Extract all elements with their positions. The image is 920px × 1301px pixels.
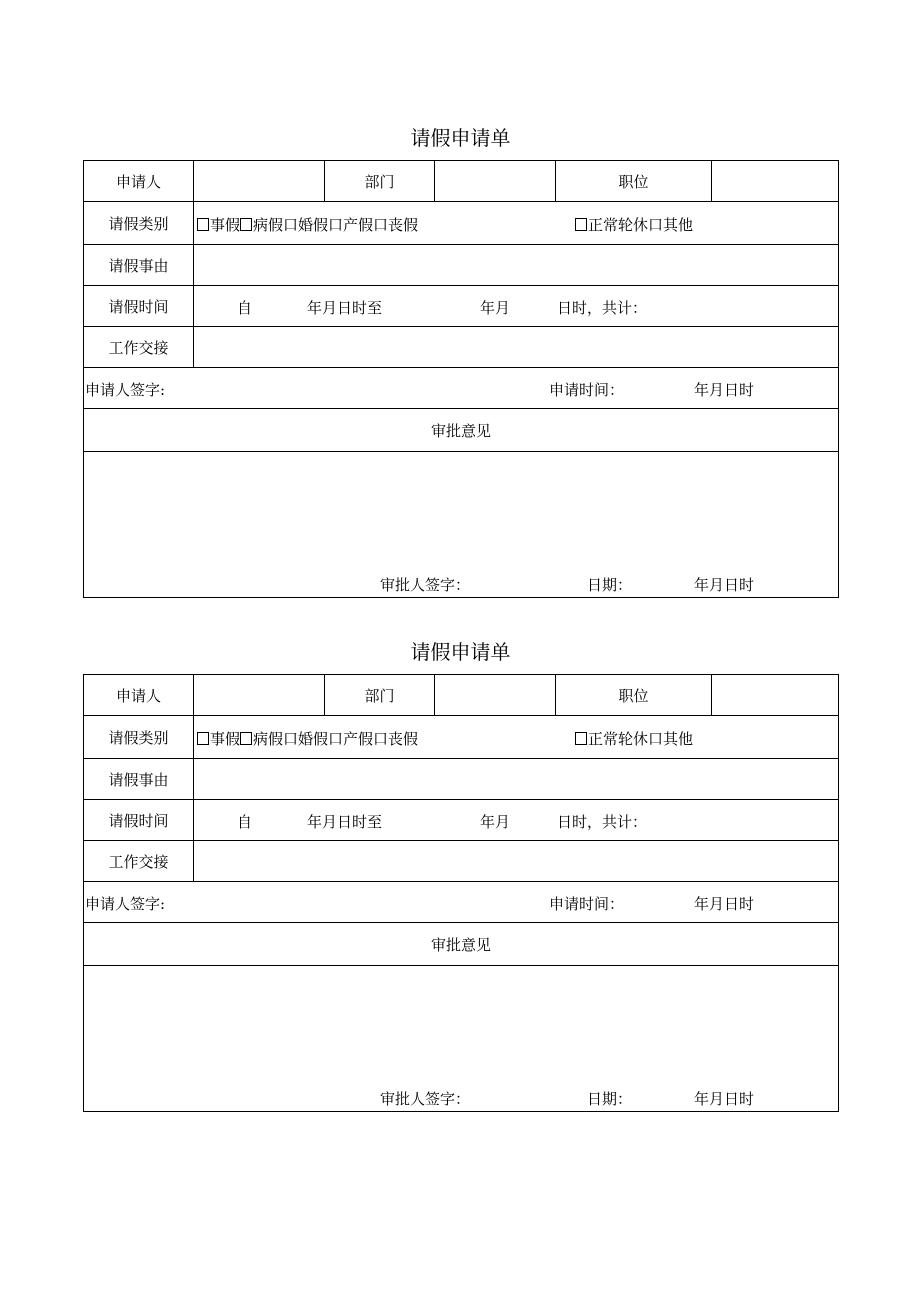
leave-type-label: 请假类别	[84, 716, 194, 759]
approval-header: 审批意见	[84, 923, 839, 966]
date-label: 日期：	[587, 576, 633, 594]
handover-field[interactable]	[194, 841, 839, 882]
time-label: 请假时间	[84, 286, 194, 327]
approver-sign-label: 审批人签字：	[380, 576, 471, 594]
leave-type-text: 病假口婚假口产假口丧假	[253, 730, 419, 748]
leave-form-1	[83, 122, 838, 598]
approval-area[interactable]	[84, 966, 839, 1112]
checkbox-icon[interactable]	[575, 732, 587, 745]
reason-label: 请假事由	[84, 759, 194, 800]
applicant-label: 申请人	[84, 161, 194, 202]
applicant-field[interactable]	[194, 675, 325, 716]
applicant-sign-row	[84, 882, 839, 923]
checkbox-icon[interactable]	[240, 732, 252, 745]
time-end: 日时，共计：	[557, 813, 648, 831]
handover-label: 工作交接	[84, 327, 194, 368]
checkbox-icon[interactable]	[197, 218, 209, 231]
reason-label: 请假事由	[84, 245, 194, 286]
applicant-sign-row	[84, 368, 839, 409]
date-value: 年月日时	[694, 576, 755, 594]
position-label: 职位	[556, 675, 712, 716]
dept-field[interactable]	[435, 161, 556, 202]
reason-field[interactable]	[194, 759, 839, 800]
time-mid: 年月日时至	[307, 299, 383, 317]
time-from: 自	[237, 299, 253, 317]
applicant-label: 申请人	[84, 675, 194, 716]
leave-type-group-2	[575, 728, 693, 749]
form-title: 请假申请单	[410, 126, 511, 150]
leave-type-text: 正常轮休口其他	[588, 730, 694, 748]
dept-label: 部门	[325, 161, 435, 202]
leave-type-group-1	[197, 214, 418, 235]
time-from: 自	[237, 813, 253, 831]
apply-time-label: 申请时间：	[549, 381, 625, 399]
approval-area[interactable]	[84, 452, 839, 598]
date-label: 日期：	[587, 1090, 633, 1108]
reason-field[interactable]	[194, 245, 839, 286]
checkbox-icon[interactable]	[197, 732, 209, 745]
leave-type-group-1	[197, 728, 418, 749]
time-label: 请假时间	[84, 800, 194, 841]
position-field[interactable]	[712, 675, 839, 716]
date-value: 年月日时	[694, 1090, 755, 1108]
dept-label: 部门	[325, 675, 435, 716]
leave-type-label: 请假类别	[84, 202, 194, 245]
position-label: 职位	[556, 161, 712, 202]
time-field[interactable]	[194, 286, 839, 327]
handover-label: 工作交接	[84, 841, 194, 882]
leave-type-text: 事假	[210, 216, 241, 234]
checkbox-icon[interactable]	[575, 218, 587, 231]
leave-type-group-2	[575, 214, 693, 235]
checkbox-icon[interactable]	[240, 218, 252, 231]
approver-sign-label: 审批人签字：	[380, 1090, 471, 1108]
leave-form-table	[83, 160, 839, 598]
leave-type-text: 病假口婚假口产假口丧假	[253, 216, 419, 234]
dept-field[interactable]	[435, 675, 556, 716]
leave-form-table	[83, 674, 839, 1112]
sign-label: 申请人签字:	[85, 895, 166, 913]
time-end: 日时，共计：	[557, 299, 648, 317]
leave-type-options	[194, 202, 839, 245]
position-field[interactable]	[712, 161, 839, 202]
time-mid: 年月日时至	[307, 813, 383, 831]
leave-type-text: 事假	[210, 730, 241, 748]
leave-form-2	[83, 636, 838, 1112]
apply-time-label: 申请时间：	[549, 895, 625, 913]
apply-time-value: 年月日时	[694, 381, 755, 399]
leave-type-text: 正常轮休口其他	[588, 216, 694, 234]
form-title: 请假申请单	[410, 640, 511, 664]
approval-header: 审批意见	[84, 409, 839, 452]
time-year-month: 年月	[480, 299, 511, 317]
applicant-field[interactable]	[194, 161, 325, 202]
leave-type-options	[194, 716, 839, 759]
apply-time-value: 年月日时	[694, 895, 755, 913]
handover-field[interactable]	[194, 327, 839, 368]
sign-label: 申请人签字:	[85, 381, 166, 399]
time-field[interactable]	[194, 800, 839, 841]
time-year-month: 年月	[480, 813, 511, 831]
